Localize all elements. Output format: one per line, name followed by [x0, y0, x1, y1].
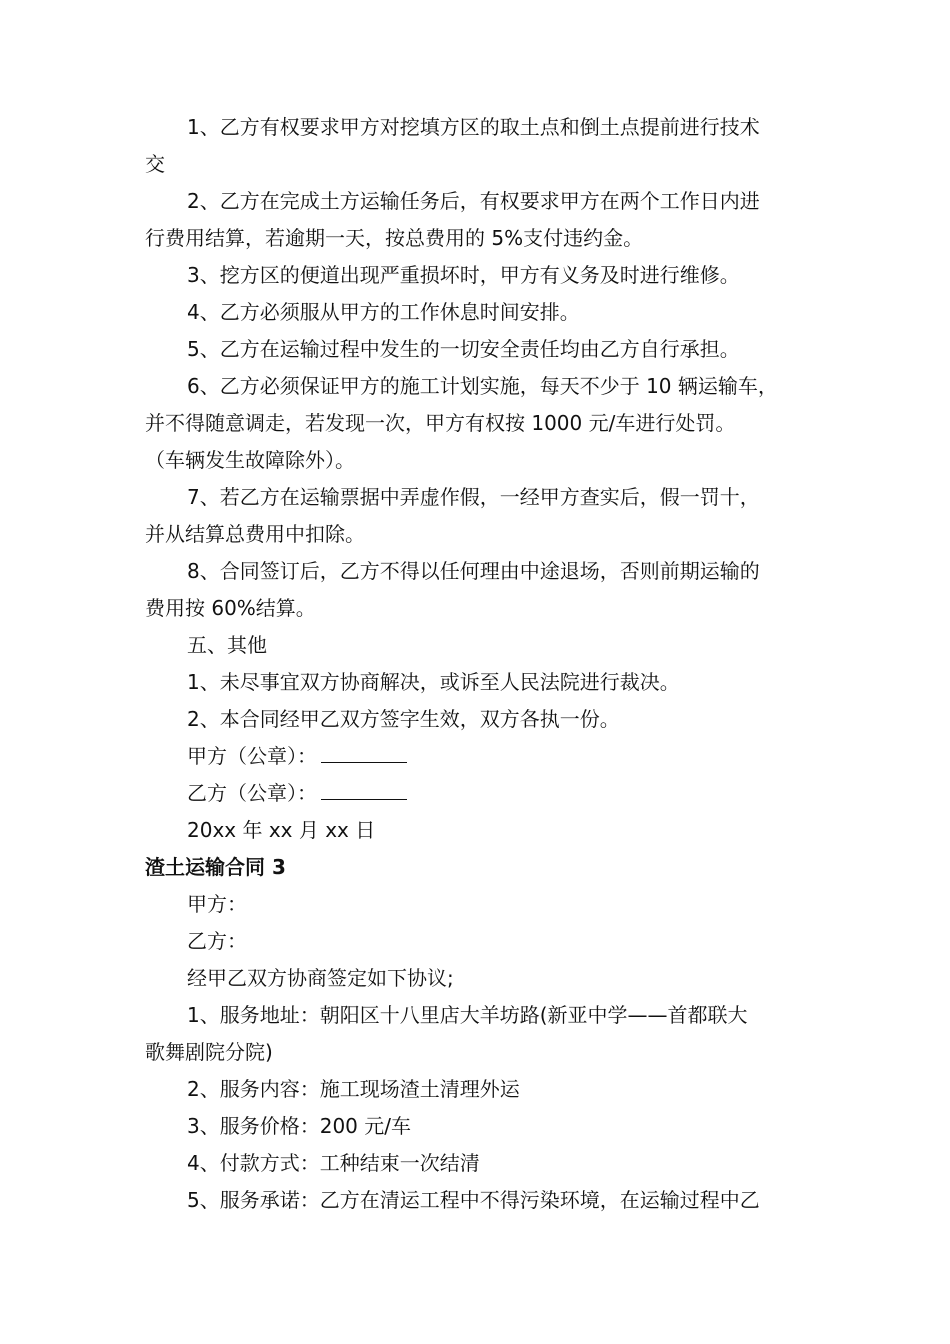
- signature-blank: [321, 744, 407, 763]
- paragraph-line: 6、乙方必须保证甲方的施工计划实施，每天不少于 10 辆运输车，: [187, 374, 778, 398]
- paragraph-line: 并不得随意调走，若发现一次，甲方有权按 1000 元/车进行处罚。: [145, 411, 736, 435]
- paragraph-line: 歌舞剧院分院): [145, 1040, 273, 1064]
- paragraph-line: 2、乙方在完成土方运输任务后，有权要求甲方在两个工作日内进: [187, 189, 760, 213]
- paragraph-line: 1、服务地址：朝阳区十八里店大羊坊路(新亚中学——首都联大: [187, 1003, 748, 1027]
- paragraph-line: 7、若乙方在运输票据中弄虚作假，一经甲方查实后，假一罚十，: [187, 485, 760, 509]
- party-a-seal-line: [187, 741, 827, 771]
- paragraph-line: 4、乙方必须服从甲方的工作休息时间安排。: [187, 300, 580, 324]
- paragraph-line: 2、服务内容：施工现场渣土清理外运: [187, 1077, 520, 1101]
- paragraph-line: （车辆发生故障除外）。: [145, 448, 355, 472]
- paragraph-line: 5、服务承诺：乙方在清运工程中不得污染环境，在运输过程中乙: [187, 1188, 760, 1212]
- section-heading: 五、其他: [187, 633, 267, 657]
- date-line: 20xx 年 xx 月 xx 日: [187, 818, 376, 842]
- party-a-seal-label: 甲方（公章）：: [187, 744, 317, 768]
- paragraph-line: 3、服务价格：200 元/车: [187, 1114, 411, 1138]
- party-b-seal-line: [187, 778, 827, 808]
- paragraph-line: 4、付款方式：工种结束一次结清: [187, 1151, 480, 1175]
- paragraph-line: 5、乙方在运输过程中发生的一切安全责任均由乙方自行承担。: [187, 337, 740, 361]
- paragraph-line: 1、未尽事宜双方协商解决，或诉至人民法院进行裁决。: [187, 670, 680, 694]
- contract-title: 渣土运输合同 3: [145, 855, 286, 879]
- paragraph-line: 2、本合同经甲乙双方签字生效，双方各执一份。: [187, 707, 620, 731]
- paragraph-line: 行费用结算，若逾期一天，按总费用的 5%支付违约金。: [145, 226, 644, 250]
- paragraph-line: 费用按 60%结算。: [145, 596, 316, 620]
- party-b-seal-label: 乙方（公章）：: [187, 781, 317, 805]
- party-b-line: 乙方：: [187, 929, 247, 953]
- paragraph-line: 经甲乙双方协商签定如下协议;: [187, 966, 454, 990]
- signature-blank: [321, 781, 407, 800]
- paragraph-line: 并从结算总费用中扣除。: [145, 522, 365, 546]
- paragraph-line: 1、乙方有权要求甲方对挖填方区的取土点和倒土点提前进行技术: [187, 115, 760, 139]
- paragraph-line: 3、挖方区的便道出现严重损坏时，甲方有义务及时进行维修。: [187, 263, 740, 287]
- paragraph-line: 交: [145, 152, 165, 176]
- paragraph-line: 8、合同签订后，乙方不得以任何理由中途退场，否则前期运输的: [187, 559, 760, 583]
- party-a-line: 甲方：: [187, 892, 247, 916]
